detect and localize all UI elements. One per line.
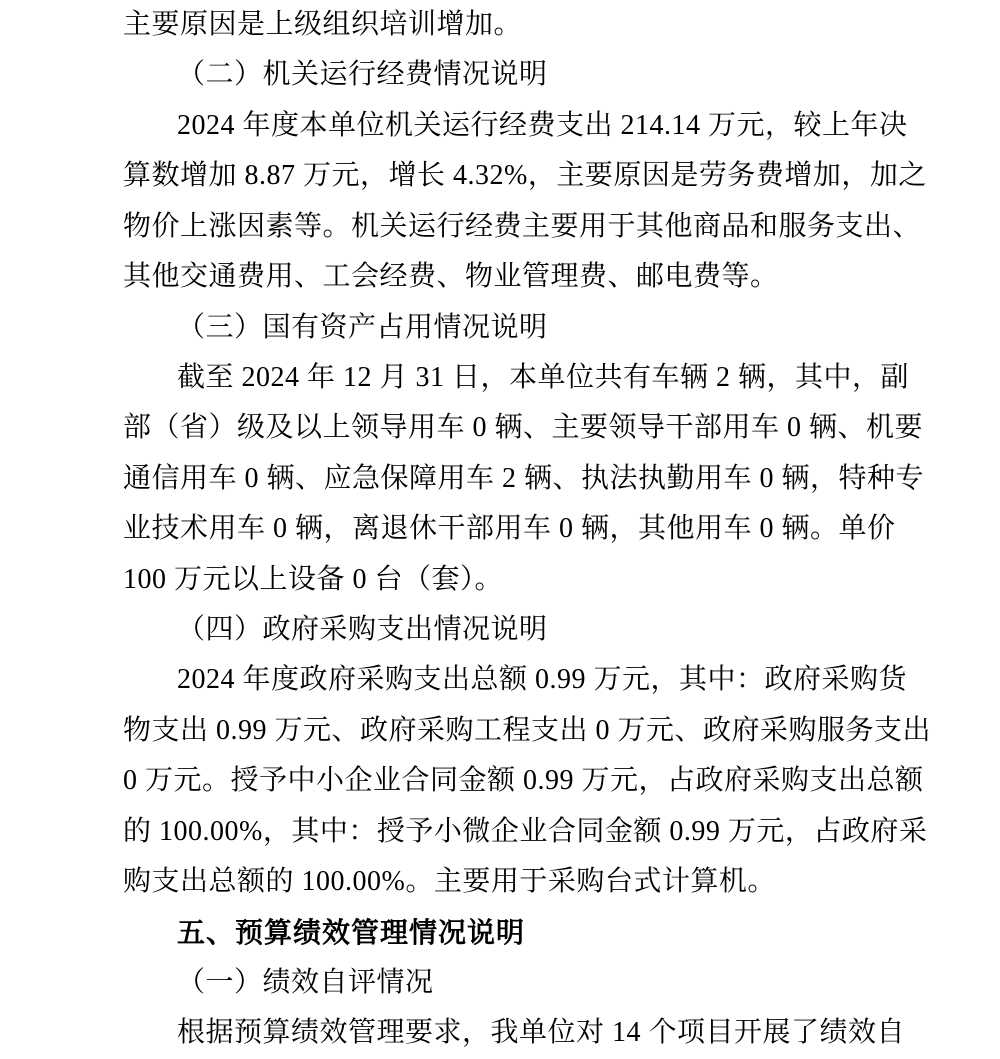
document-page (123, 0, 932, 1059)
paragraph-line: 根据预算绩效管理要求，我单位对 14 个项目开展了绩效自 (177, 1017, 906, 1049)
paragraph-line: 部（省）级及以上领导用车 0 辆、主要领导干部用车 0 辆、机要 (123, 412, 924, 444)
paragraph-line: 2024 年度本单位机关运行经费支出 214.14 万元，较上年决 (177, 109, 908, 141)
paragraph-line: 的 100.00%，其中：授予小微企业合同金额 0.99 万元，占政府采 (123, 815, 928, 847)
heading-subsection-1-performance-self-evaluation: （一）绩效自评情况 (177, 967, 434, 999)
paragraph-line: 物支出 0.99 万元、政府采购工程支出 0 万元、政府采购服务支出 (123, 714, 932, 746)
paragraph-line: 业技术用车 0 辆，离退休干部用车 0 辆，其他用车 0 辆。单价 (123, 513, 896, 545)
paragraph-line: 100 万元以上设备 0 台（套）。 (123, 563, 504, 595)
paragraph-line: 0 万元。授予中小企业合同金额 0.99 万元，占政府采购支出总额 (123, 765, 924, 797)
heading-section-5-budget-performance-management: 五、预算绩效管理情况说明 (177, 916, 526, 948)
paragraph-line: 截至 2024 年 12 月 31 日，本单位共有车辆 2 辆，其中，副 (177, 361, 910, 393)
heading-subsection-2-organ-operating-expenses: （二）机关运行经费情况说明 (177, 59, 548, 91)
heading-subsection-4-government-procurement: （四）政府采购支出情况说明 (177, 614, 548, 646)
paragraph-line: 2024 年度政府采购支出总额 0.99 万元，其中：政府采购货 (177, 664, 908, 696)
paragraph-line: 算数增加 8.87 万元，增长 4.32%，主要原因是劳务费增加，加之 (123, 160, 927, 192)
paragraph-line: 主要原因是上级组织培训增加。 (123, 9, 523, 40)
paragraph-line: 通信用车 0 辆、应急保障用车 2 辆、执法执勤用车 0 辆，特种专 (123, 462, 925, 494)
paragraph-line: 其他交通费用、工会经费、物业管理费、邮电费等。 (123, 261, 779, 293)
heading-subsection-3-state-owned-assets: （三）国有资产占用情况说明 (177, 311, 548, 343)
paragraph-line: 物价上涨因素等。机关运行经费主要用于其他商品和服务支出、 (123, 210, 922, 242)
paragraph-line: 购支出总额的 100.00%。主要用于采购台式计算机。 (123, 866, 776, 898)
